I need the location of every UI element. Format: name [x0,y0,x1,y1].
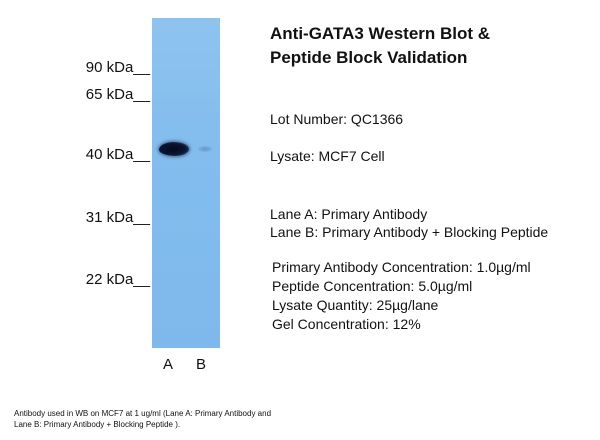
lane-b-label: B [196,356,207,373]
conditions-list [272,258,531,334]
caption-line-2: Lane B: Primary Antibody + Blocking Peptide ). [14,420,181,429]
lot-number: Lot Number: QC1366 [270,111,404,127]
gel-concentration: Gel Concentration: 12% [272,316,421,332]
marker-40kda: 40 kDa__ [85,146,150,163]
lane-a-band [159,142,189,156]
figure-title [270,22,590,70]
lane-a-description: Lane A: Primary Antibody [270,206,428,222]
lysate-quantity: Lysate Quantity: 25µg/lane [272,297,439,313]
marker-22kda: 22 kDa__ [85,271,150,288]
figure-caption [14,408,314,430]
lysate-info: Lysate: MCF7 Cell [270,148,385,164]
western-blot-membrane [152,18,220,348]
marker-90kda: 90 kDa__ [85,59,150,76]
title-line-1: Anti-GATA3 Western Blot & [270,24,491,43]
lane-a-label: A [163,356,174,373]
primary-antibody-concentration: Primary Antibody Concentration: 1.0µg/ml [272,259,531,275]
marker-31kda: 31 kDa__ [85,209,150,226]
peptide-concentration: Peptide Concentration: 5.0µg/ml [272,278,473,294]
lane-b-description: Lane B: Primary Antibody + Blocking Peptide [270,224,549,240]
marker-65kda: 65 kDa__ [85,86,150,103]
lane-b-faint-band [198,146,212,152]
title-line-2: Peptide Block Validation [270,48,468,67]
caption-line-1: Antibody used in WB on MCF7 at 1 ug/ml (Lane A: Primary Antibody and [14,409,272,418]
